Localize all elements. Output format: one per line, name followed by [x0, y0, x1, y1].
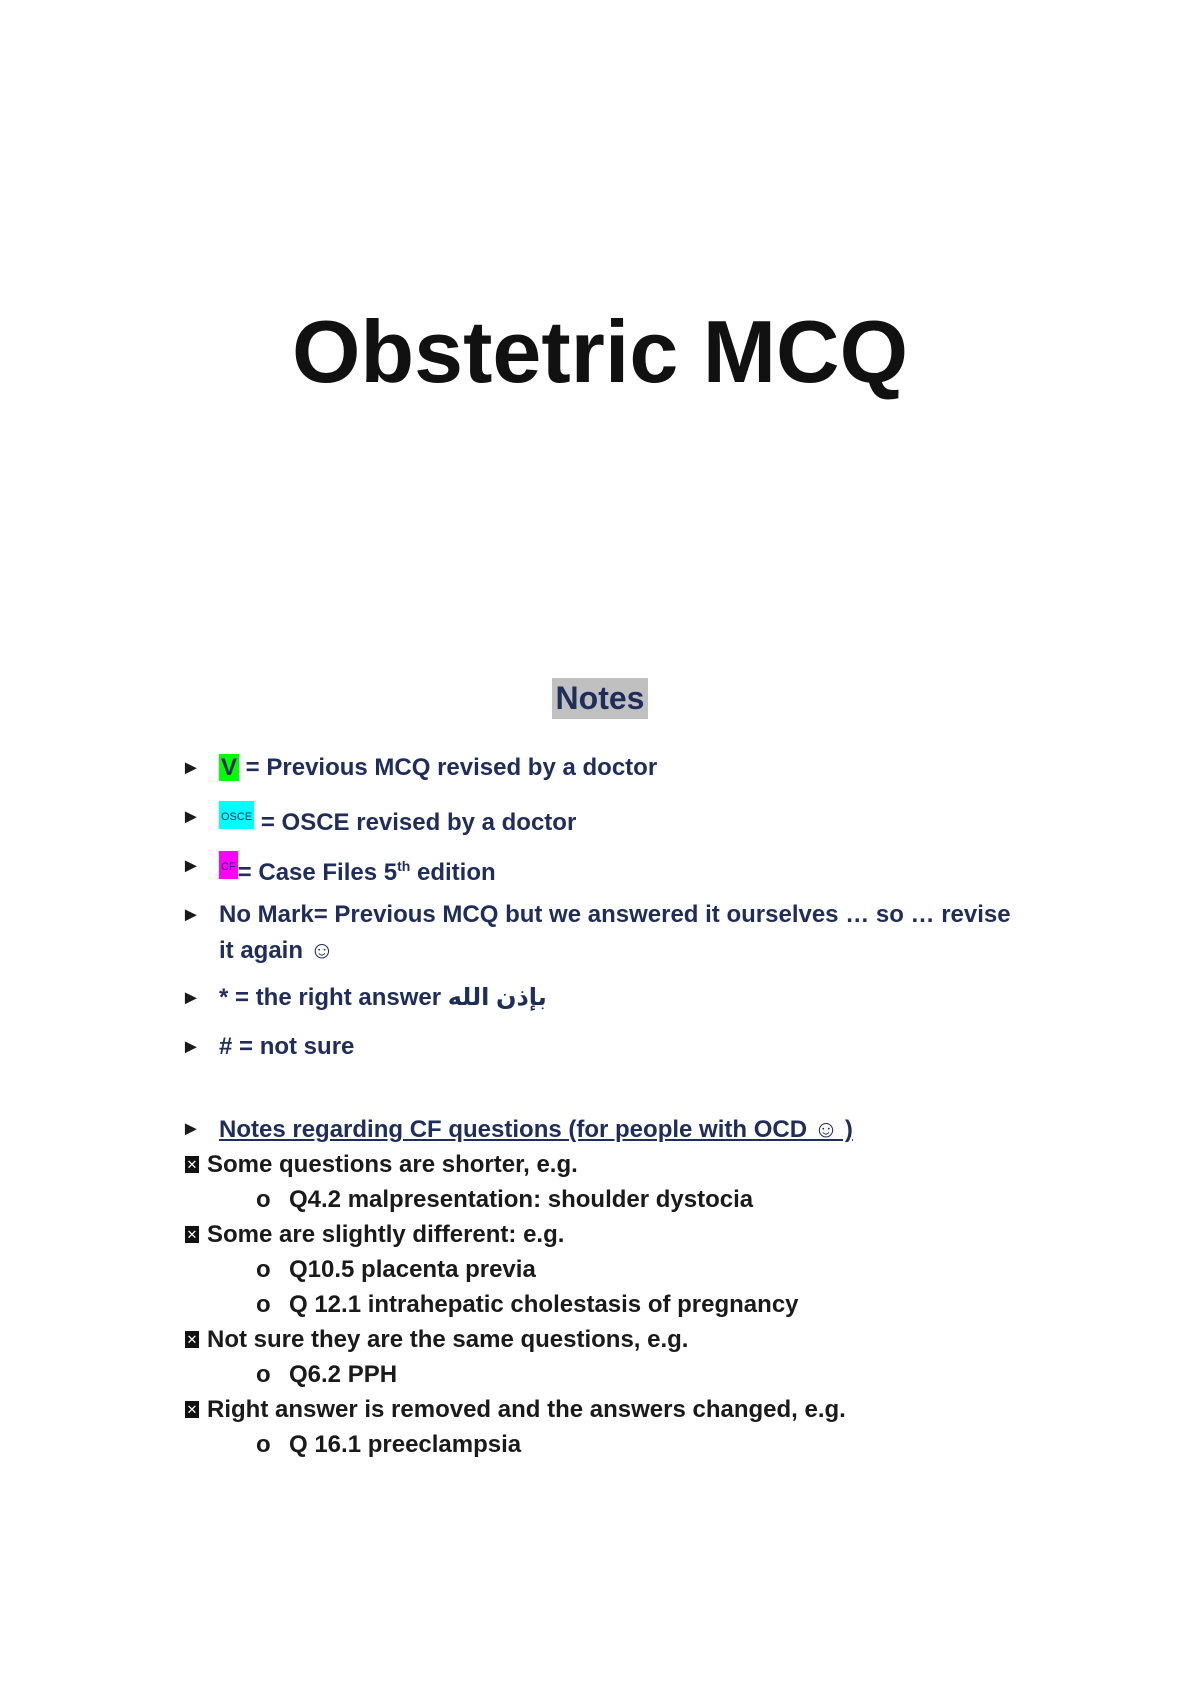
legend-item-cf — [181, 848, 1041, 891]
cf-sub-item: o Q4.2 malpresentation: shoulder dystocia — [181, 1182, 1081, 1217]
mark-cf-badge: CF — [219, 851, 238, 879]
checkbox-marker-icon: ✕ — [186, 1157, 198, 1172]
arrow-bullet-icon: ► — [181, 1118, 201, 1140]
circle-bullet-icon: o — [256, 1361, 271, 1388]
checkbox-marker-icon: ✕ — [186, 1332, 198, 1347]
cf-point: ✕ Right answer is removed and the answers changed, e.g. — [186, 1396, 846, 1423]
legend-item-osce — [181, 799, 1041, 841]
cf-notes-heading: ► Notes regarding CF questions (for people with OCD ☺ ) — [181, 1112, 1081, 1147]
page-title: Obstetric MCQ — [291, 302, 909, 401]
arrow-bullet-icon: ► — [181, 1036, 201, 1058]
circle-bullet-icon: o — [256, 1256, 271, 1283]
cf-notes-section — [181, 1112, 1081, 1462]
cf-point: ✕ Not sure they are the same questions, e.g. — [186, 1326, 689, 1353]
cf-sub-item: o Q 12.1 intrahepatic cholestasis of pregnancy — [181, 1287, 1081, 1322]
legend-text: = Case Files 5 — [237, 859, 398, 886]
circle-bullet-icon: o — [256, 1186, 271, 1213]
notes-heading-label: Notes — [552, 678, 649, 719]
mark-v-badge: V — [221, 754, 238, 781]
legend-text-line2: it again ☺ — [219, 937, 335, 964]
legend-item-right-answer — [181, 980, 1041, 1016]
cf-sub-item: o Q10.5 placenta previa — [181, 1252, 1081, 1287]
arrow-bullet-icon: ► — [181, 757, 201, 779]
circle-bullet-icon: o — [256, 1291, 271, 1318]
legend-text: # = not sure — [219, 1033, 355, 1060]
legend-item-no-mark — [181, 897, 1041, 969]
legend-item-v — [181, 750, 1041, 786]
legend-text-line1: No Mark= Previous MCQ but we answered it ourselves … so … revise — [219, 901, 1011, 928]
cf-point: ✕ Some are slightly different: e.g. — [186, 1221, 565, 1248]
cf-sub-item: o Q6.2 PPH — [181, 1357, 1081, 1392]
arrow-bullet-icon: ► — [181, 806, 201, 828]
legend-text: = Previous MCQ revised by a doctor — [239, 754, 658, 781]
legend-item-not-sure — [181, 1029, 1041, 1065]
legend-suffix: edition — [410, 859, 496, 886]
legend-text: * = the right answer — [219, 984, 442, 1011]
legend-sup: th — [397, 858, 411, 874]
checkbox-marker-icon: ✕ — [186, 1402, 198, 1417]
arrow-bullet-icon: ► — [181, 987, 201, 1009]
mark-osce-badge: OSCE — [219, 801, 254, 829]
circle-bullet-icon: o — [256, 1431, 271, 1458]
arabic-text: بإذن الله — [447, 984, 547, 1011]
cf-sub-item: o Q 16.1 preeclampsia — [181, 1427, 1081, 1462]
arrow-bullet-icon: ► — [181, 904, 201, 926]
notes-heading — [0, 678, 1200, 719]
cf-point: ✕ Some questions are shorter, e.g. — [186, 1151, 578, 1178]
legend-text: = OSCE revised by a doctor — [254, 809, 577, 836]
arrow-bullet-icon: ► — [181, 855, 201, 877]
checkbox-marker-icon: ✕ — [186, 1227, 198, 1242]
